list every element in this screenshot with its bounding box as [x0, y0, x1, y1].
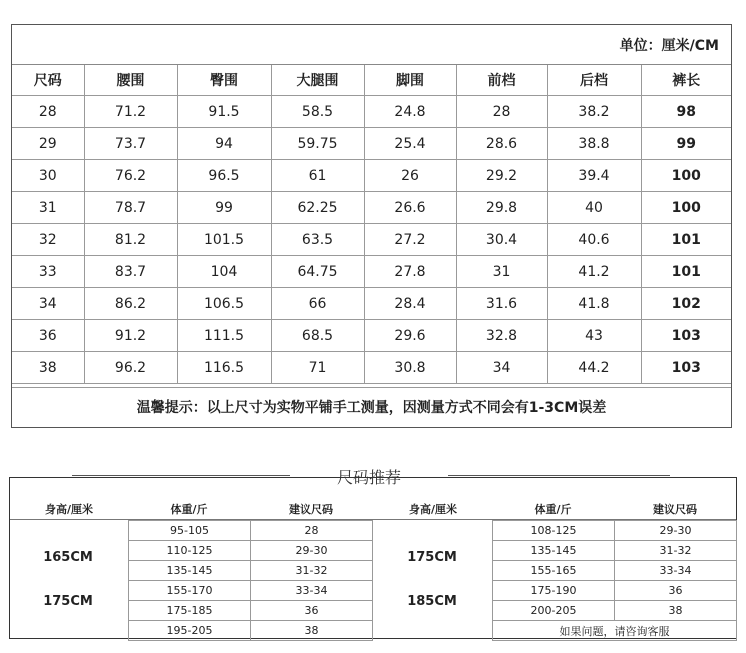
cell-waist: 76.2: [84, 160, 177, 192]
cell-weight: 135-145: [129, 561, 251, 581]
cell-thigh: 64.75: [271, 256, 364, 288]
size-chart-table: [12, 65, 731, 384]
cell-front-rise: 31: [456, 256, 547, 288]
cell-weight: 195-205: [129, 621, 251, 641]
right-header-size: 建议尺码: [653, 503, 697, 516]
cell-thigh: 59.75: [271, 128, 364, 160]
cell-length: 102: [641, 288, 731, 320]
left-height-175: 175CM: [43, 594, 93, 609]
cell-back-rise: 43: [547, 320, 641, 352]
table-row: [129, 541, 373, 561]
right-recommend-table: [492, 520, 737, 641]
cell-size: 31: [12, 192, 84, 224]
cell-front-rise: 34: [456, 352, 547, 384]
size-chart-header-row: [12, 65, 731, 96]
table-row: [129, 581, 373, 601]
cell-back-rise: 41.2: [547, 256, 641, 288]
cell-suggested-size: 31-32: [615, 541, 737, 561]
cell-weight: 155-165: [493, 561, 615, 581]
title-rule-left: [72, 475, 290, 476]
table-row: [493, 601, 737, 621]
cell-leg-opening: 30.8: [364, 352, 456, 384]
cell-suggested-size: 33-34: [615, 561, 737, 581]
left-header-height: 身高/厘米: [44, 503, 94, 516]
table-row: [12, 160, 731, 192]
cell-thigh: 63.5: [271, 224, 364, 256]
cell-suggested-size: 36: [251, 601, 373, 621]
cell-back-rise: 44.2: [547, 352, 641, 384]
cell-suggested-size: 38: [615, 601, 737, 621]
table-row: [12, 320, 731, 352]
cell-waist: 96.2: [84, 352, 177, 384]
cell-size: 28: [12, 96, 84, 128]
cell-thigh: 62.25: [271, 192, 364, 224]
cell-length: 101: [641, 256, 731, 288]
cell-size: 33: [12, 256, 84, 288]
table-row: [12, 192, 731, 224]
cell-front-rise: 32.8: [456, 320, 547, 352]
cell-length: 103: [641, 320, 731, 352]
contact-note: 如果问题，请咨询客服: [493, 621, 737, 641]
cell-suggested-size: 33-34: [251, 581, 373, 601]
cell-front-rise: 29.2: [456, 160, 547, 192]
cell-leg-opening: 26.6: [364, 192, 456, 224]
header-front-rise: 前档: [456, 65, 547, 96]
title-rule-right: [448, 475, 670, 476]
cell-back-rise: 41.8: [547, 288, 641, 320]
table-row: [12, 288, 731, 320]
cell-thigh: 71: [271, 352, 364, 384]
cell-waist: 86.2: [84, 288, 177, 320]
header-size: 尺码: [12, 65, 84, 96]
header-length: 裤长: [641, 65, 731, 96]
cell-leg-opening: 27.2: [364, 224, 456, 256]
cell-suggested-size: 36: [615, 581, 737, 601]
header-thigh: 大腿围: [271, 65, 364, 96]
cell-hip: 94: [177, 128, 271, 160]
left-recommend-table: [128, 520, 373, 641]
cell-weight: 110-125: [129, 541, 251, 561]
table-row: [493, 541, 737, 561]
cell-waist: 71.2: [84, 96, 177, 128]
cell-hip: 99: [177, 192, 271, 224]
cell-waist: 73.7: [84, 128, 177, 160]
left-header-weight: 体重/斤: [170, 503, 208, 516]
right-height-185: 185CM: [407, 594, 457, 609]
cell-weight: 95-105: [129, 521, 251, 541]
cell-back-rise: 39.4: [547, 160, 641, 192]
cell-length: 98: [641, 96, 731, 128]
left-height-165: 165CM: [43, 550, 93, 565]
cell-size: 30: [12, 160, 84, 192]
cell-waist: 91.2: [84, 320, 177, 352]
cell-leg-opening: 27.8: [364, 256, 456, 288]
cell-size: 36: [12, 320, 84, 352]
table-row: [129, 621, 373, 641]
cell-suggested-size: 31-32: [251, 561, 373, 581]
cell-hip: 106.5: [177, 288, 271, 320]
size-chart-panel: [11, 24, 732, 428]
cell-hip: 104: [177, 256, 271, 288]
cell-weight: 200-205: [493, 601, 615, 621]
header-leg-opening: 脚围: [364, 65, 456, 96]
right-header-weight: 体重/斤: [534, 503, 572, 516]
cell-thigh: 58.5: [271, 96, 364, 128]
header-waist: 腰围: [84, 65, 177, 96]
cell-waist: 83.7: [84, 256, 177, 288]
table-row: [12, 128, 731, 160]
cell-suggested-size: 38: [251, 621, 373, 641]
note-divider: [12, 387, 731, 388]
header-hip: 臀围: [177, 65, 271, 96]
table-row: [12, 352, 731, 384]
right-header-height: 身高/厘米: [408, 503, 458, 516]
cell-leg-opening: 29.6: [364, 320, 456, 352]
table-row: [129, 521, 373, 541]
cell-leg-opening: 28.4: [364, 288, 456, 320]
cell-front-rise: 29.8: [456, 192, 547, 224]
cell-hip: 101.5: [177, 224, 271, 256]
cell-size: 34: [12, 288, 84, 320]
cell-hip: 91.5: [177, 96, 271, 128]
cell-front-rise: 28: [456, 96, 547, 128]
measurement-note: 温馨提示：以上尺寸为实物平铺手工测量，因测量方式不同会有1-3CM误差: [136, 400, 607, 416]
cell-weight: 155-170: [129, 581, 251, 601]
cell-size: 38: [12, 352, 84, 384]
cell-suggested-size: 28: [251, 521, 373, 541]
table-row: [493, 581, 737, 601]
cell-suggested-size: 29-30: [615, 521, 737, 541]
table-row: [12, 256, 731, 288]
table-row: [129, 561, 373, 581]
cell-size: 32: [12, 224, 84, 256]
cell-length: 99: [641, 128, 731, 160]
cell-length: 100: [641, 192, 731, 224]
cell-leg-opening: 25.4: [364, 128, 456, 160]
table-row: [12, 224, 731, 256]
cell-waist: 81.2: [84, 224, 177, 256]
table-row: [12, 96, 731, 128]
unit-row: [12, 25, 731, 65]
cell-length: 100: [641, 160, 731, 192]
cell-back-rise: 38.2: [547, 96, 641, 128]
table-row: [493, 521, 737, 541]
cell-weight: 175-190: [493, 581, 615, 601]
cell-back-rise: 38.8: [547, 128, 641, 160]
cell-length: 103: [641, 352, 731, 384]
unit-label: 单位：厘米/CM: [619, 38, 719, 54]
cell-front-rise: 31.6: [456, 288, 547, 320]
cell-hip: 96.5: [177, 160, 271, 192]
cell-back-rise: 40.6: [547, 224, 641, 256]
cell-back-rise: 40: [547, 192, 641, 224]
cell-size: 29: [12, 128, 84, 160]
cell-length: 101: [641, 224, 731, 256]
cell-waist: 78.7: [84, 192, 177, 224]
table-row: [493, 561, 737, 581]
cell-weight: 175-185: [129, 601, 251, 621]
recommend-title: 尺码推荐: [336, 468, 401, 487]
cell-weight: 108-125: [493, 521, 615, 541]
header-back-rise: 后档: [547, 65, 641, 96]
cell-weight: 135-145: [493, 541, 615, 561]
table-row: [129, 601, 373, 621]
table-row: [493, 621, 737, 641]
cell-suggested-size: 29-30: [251, 541, 373, 561]
cell-hip: 111.5: [177, 320, 271, 352]
cell-leg-opening: 24.8: [364, 96, 456, 128]
cell-leg-opening: 26: [364, 160, 456, 192]
cell-thigh: 61: [271, 160, 364, 192]
cell-thigh: 66: [271, 288, 364, 320]
cell-front-rise: 28.6: [456, 128, 547, 160]
cell-thigh: 68.5: [271, 320, 364, 352]
left-header-size: 建议尺码: [289, 503, 333, 516]
cell-hip: 116.5: [177, 352, 271, 384]
right-height-175: 175CM: [407, 550, 457, 565]
cell-front-rise: 30.4: [456, 224, 547, 256]
